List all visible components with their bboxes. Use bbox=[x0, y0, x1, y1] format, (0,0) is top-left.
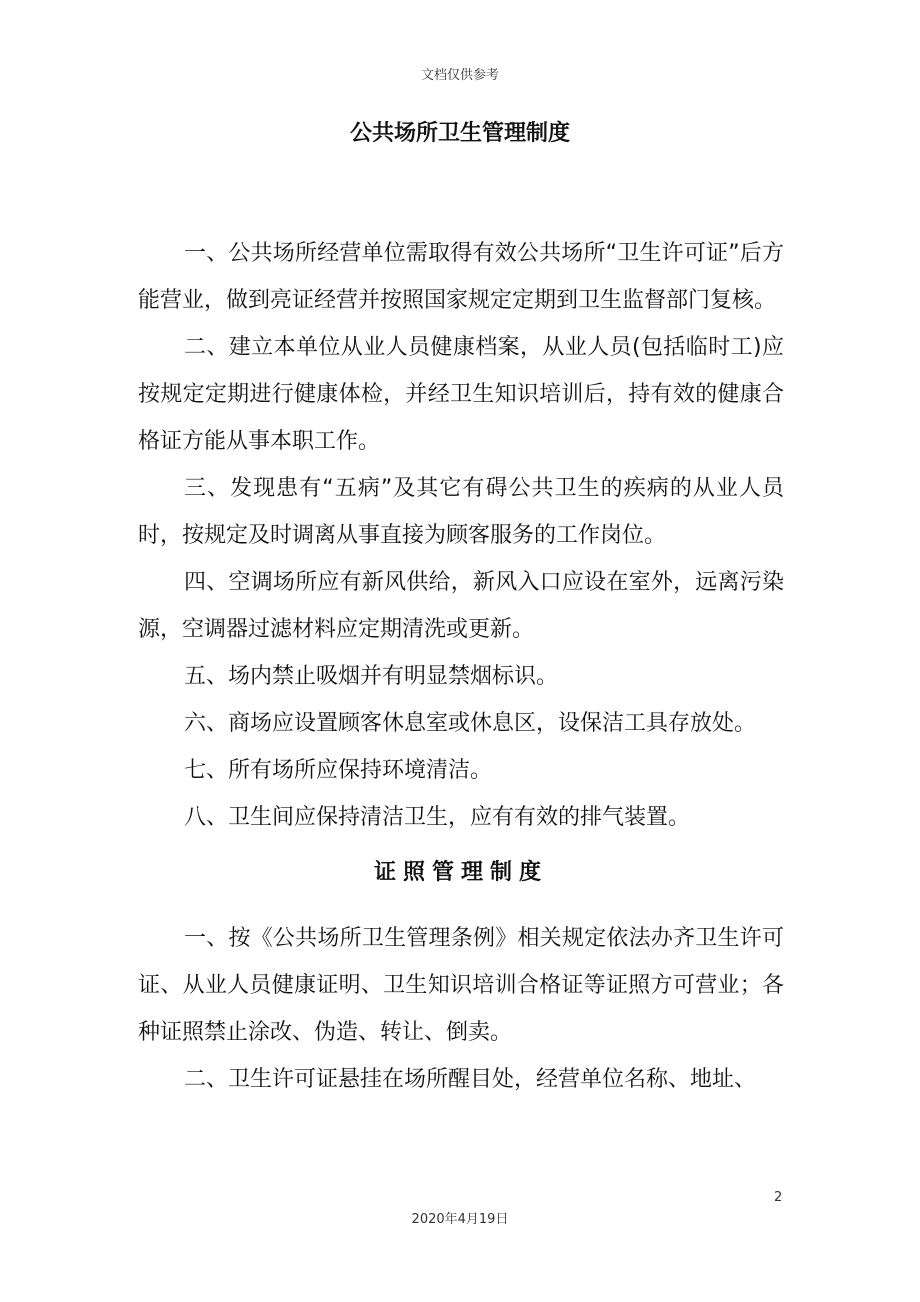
header-note: 文档仅供参考 bbox=[420, 68, 499, 83]
paragraph-5: 五、场内禁止吸烟并有明显禁烟标识。 bbox=[184, 664, 559, 689]
paragraph-4: 四、空调场所应有新风供给，新风入口应设在室外，远离污染源，空调器过滤材料应定期清洗或更新。 bbox=[138, 570, 784, 642]
paragraph-7: 七、所有场所应保持环境清洁。 bbox=[184, 758, 493, 783]
license-paragraph-1: 一、按《公共场所卫生管理条例》相关规定依法办齐卫生许可证、从业人员健康证明、卫生知识培训合格证等证照方可营业；各种证照禁止涂改、伪造、转让、倒卖。 bbox=[138, 926, 784, 1045]
document-body bbox=[138, 230, 784, 1103]
paragraph-6: 六、商场应设置顾客休息室或休息区，设保洁工具存放处。 bbox=[184, 711, 757, 736]
paragraph-2: 二、建立本单位从业人员健康档案，从业人员(包括临时工)应按规定定期进行健康体检，并经卫生知识培训后，持有效的健康合格证方能从事本职工作。 bbox=[138, 335, 784, 454]
paragraph-8: 八、卫生间应保持清洁卫生，应有有效的排气装置。 bbox=[184, 805, 691, 830]
section-title-license: 证照管理制度 bbox=[373, 860, 548, 885]
license-paragraph-2: 二、卫生许可证悬挂在场所醒目处，经营单位名称、地址、 bbox=[184, 1067, 757, 1092]
page-number: 2 bbox=[774, 1190, 783, 1205]
paragraph-1: 一、公共场所经营单位需取得有效公共场所“卫生许可证”后方能营业，做到亮证经营并按照国家规定定期到卫生监督部门复核。 bbox=[138, 241, 784, 313]
paragraph-3: 三、发现患有“五病”及其它有碍公共卫生的疾病的从业人员时，按规定及时调离从事直接为顾客服务的工作岗位。 bbox=[138, 476, 784, 548]
footer-date: 2020年4月19日 bbox=[411, 1212, 509, 1227]
document-title: 公共场所卫生管理制度 bbox=[349, 121, 570, 146]
